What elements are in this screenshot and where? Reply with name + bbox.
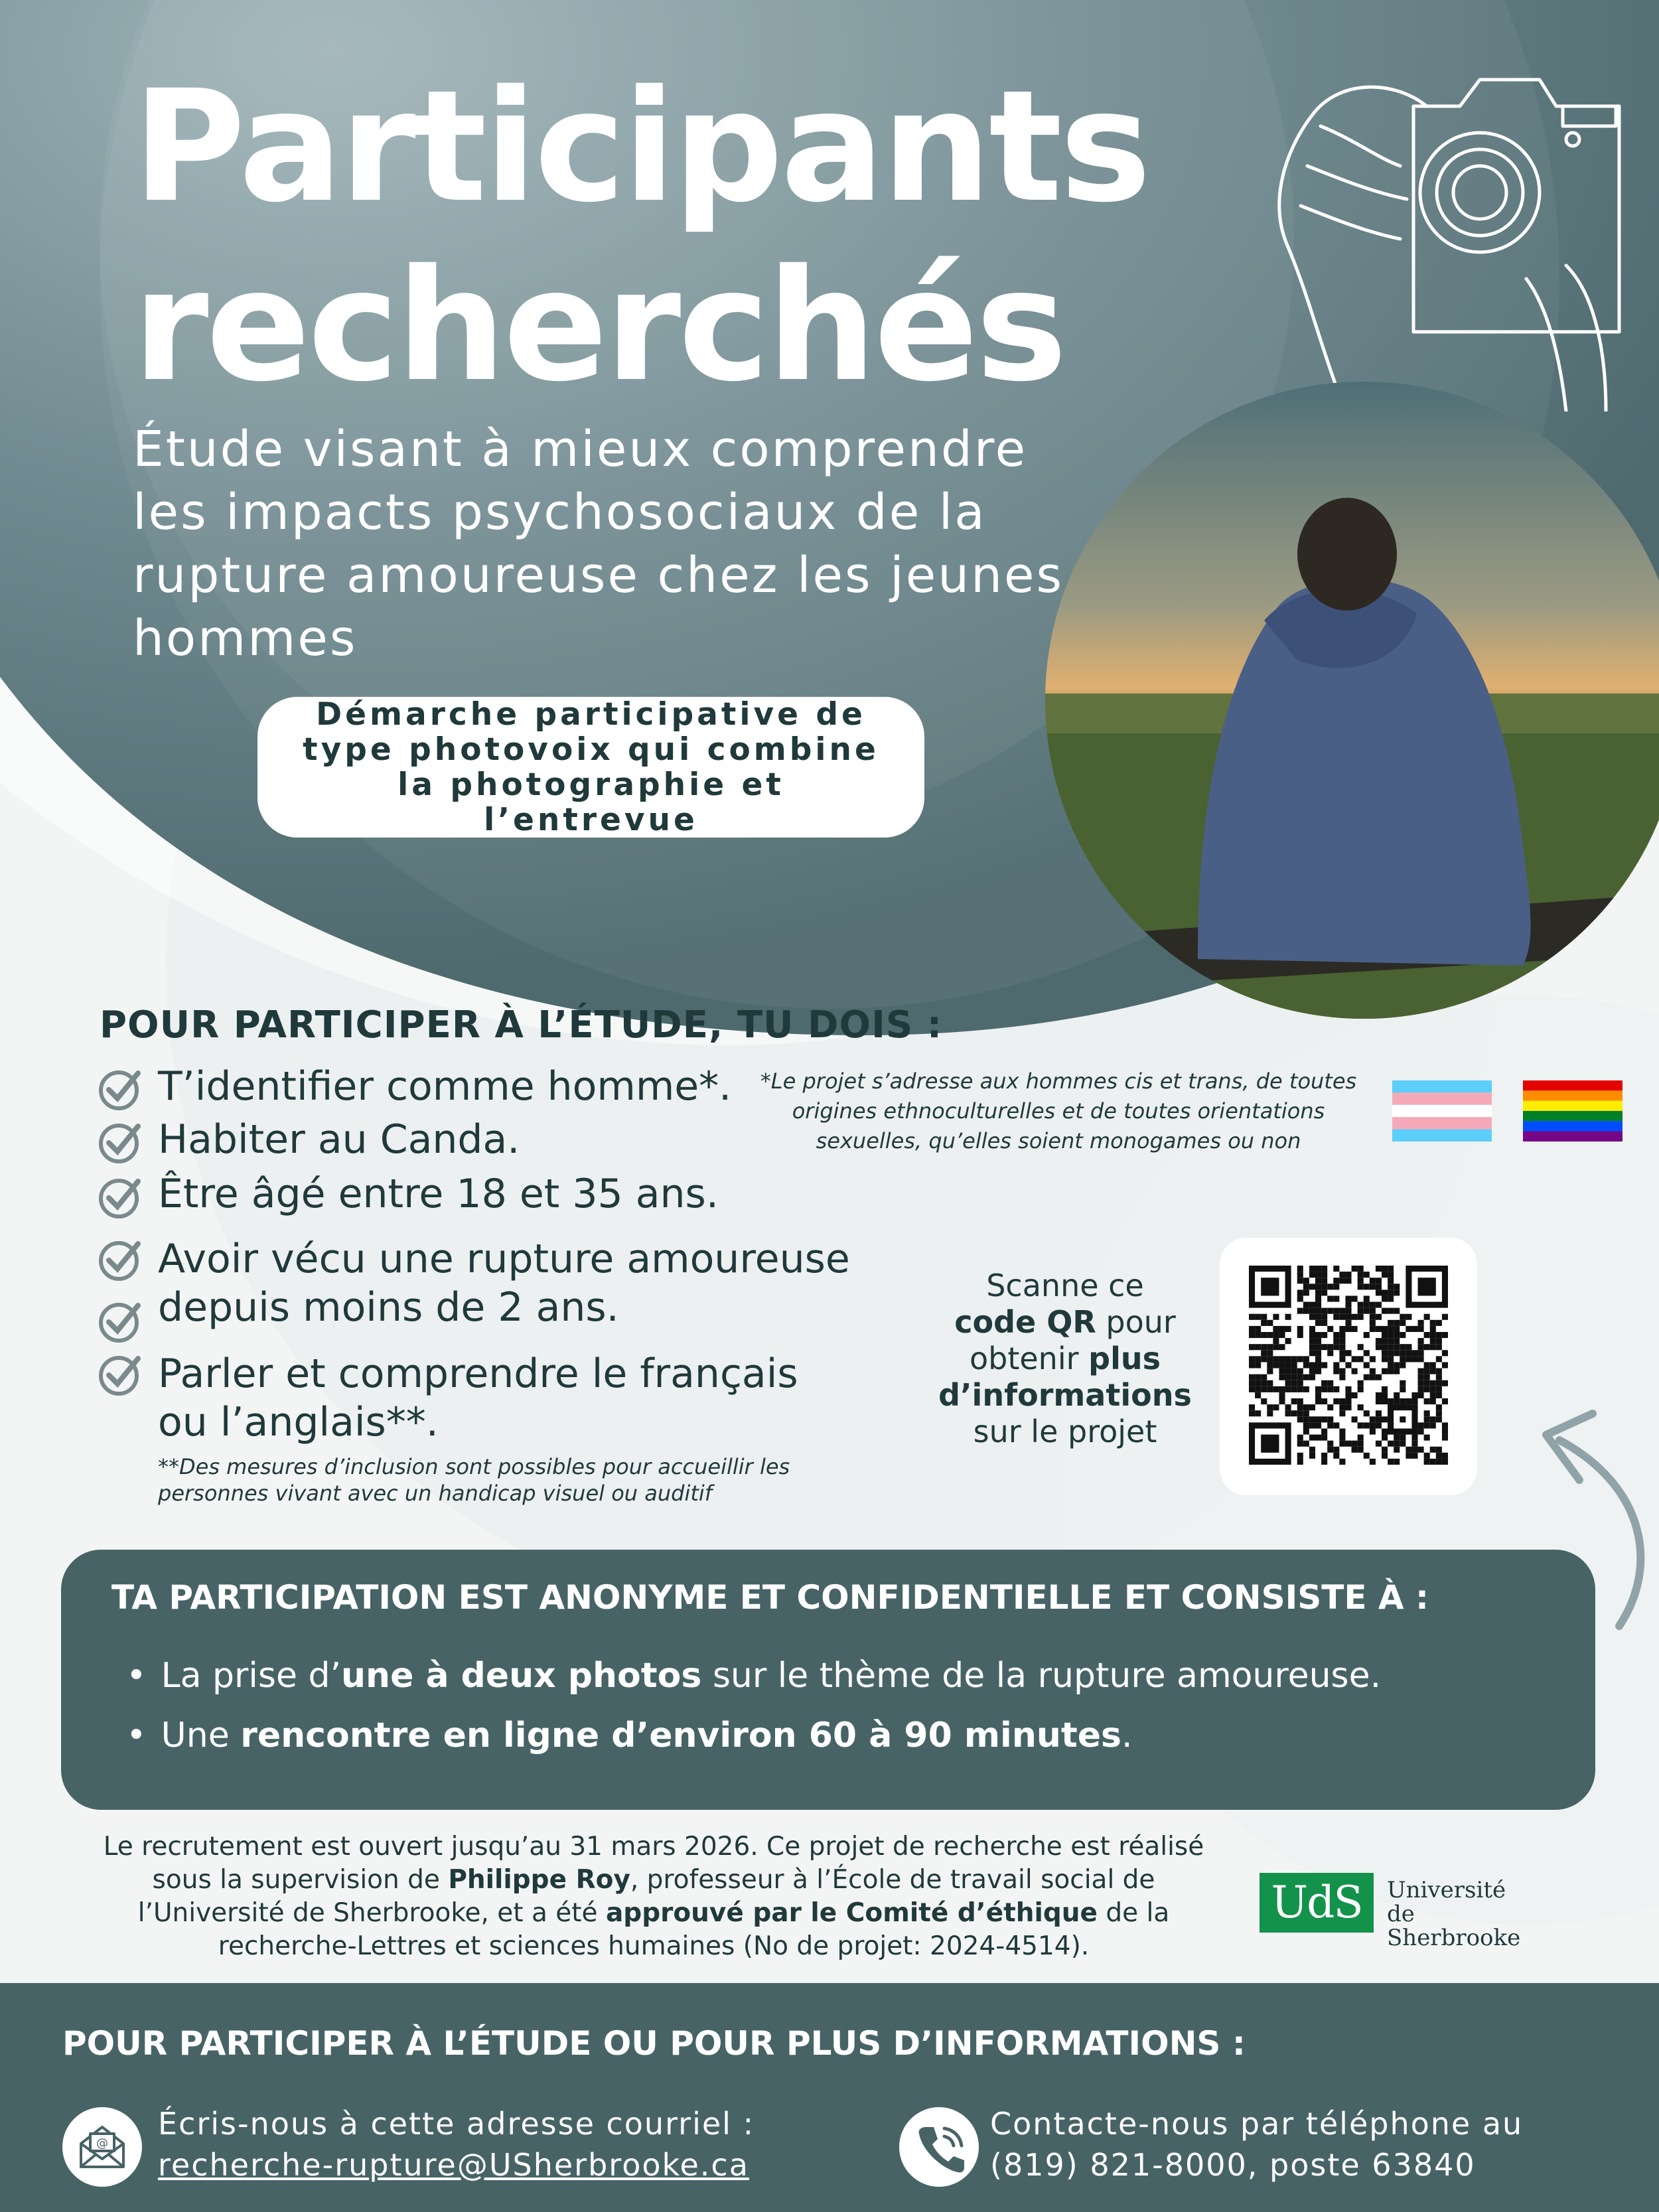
check-icon xyxy=(97,1297,143,1344)
req-item-residence: Habiter au Canda. xyxy=(158,1116,520,1163)
req-item-breakup-line1: Avoir vécu une rupture amoureuse xyxy=(158,1236,850,1282)
qr-line1: Scanne ce xyxy=(986,1268,1144,1303)
phone-label: Contacte-nous par téléphone au xyxy=(990,2106,1524,2142)
qr-line3-pre: obtenir xyxy=(970,1341,1089,1376)
footnote-star xyxy=(750,1067,1367,1156)
email-label: Écris-nous à cette adresse courriel : xyxy=(158,2106,755,2142)
qr-line2-bold: code QR xyxy=(954,1304,1096,1340)
footnote-double-star-line2: personnes vivant avec un handicap visuel ou auditif xyxy=(158,1481,713,1506)
bullet1-pre: La prise d’ xyxy=(161,1656,342,1696)
qr-code-card[interactable] xyxy=(1220,1238,1477,1495)
uds-logo-name xyxy=(1387,1878,1540,1950)
check-icon xyxy=(97,1065,143,1112)
qr-line4-bold: d’informations xyxy=(938,1377,1192,1413)
bullet2-bold: rencontre en ligne d’environ 60 à 90 minutes xyxy=(240,1716,1121,1755)
phone-icon-badge xyxy=(899,2107,979,2187)
bullet1-post: sur le thème de la rupture amoureuse. xyxy=(701,1656,1382,1696)
phone-number[interactable]: (819) 821-8000, poste 63840 xyxy=(990,2147,1476,2183)
req-item-language-line1: Parler et comprendre le français xyxy=(158,1351,798,1397)
check-icon xyxy=(97,1236,143,1282)
qr-line4 xyxy=(926,1377,1204,1414)
camera-hands-icon xyxy=(1261,66,1632,411)
phone-icon xyxy=(899,2107,979,2187)
email-link[interactable]: recherche-rupture@USherbrooke.ca xyxy=(158,2147,749,2183)
bullet2-post: . xyxy=(1121,1716,1133,1755)
bullet2-pre: Une xyxy=(161,1716,241,1755)
trans-flag xyxy=(1392,1080,1492,1142)
photo-circle xyxy=(1045,382,1659,1019)
info-supervisor: Philippe Roy xyxy=(448,1865,630,1895)
bullet1-bold: une à deux photos xyxy=(341,1656,702,1696)
participation-bullet-photos xyxy=(126,1656,1381,1696)
footnote-star-line2: origines ethnoculturelles et de toutes orientations xyxy=(792,1098,1325,1124)
qr-line2-rest: pour xyxy=(1096,1304,1176,1340)
requirements-heading: POUR PARTICIPER À L’ÉTUDE, TU DOIS : xyxy=(100,1003,943,1047)
pride-flag xyxy=(1523,1080,1623,1142)
title-line-2: recherchés xyxy=(133,236,1065,415)
req-item-language-line2: ou l’anglais**. xyxy=(158,1399,439,1445)
participation-heading: TA PARTICIPATION EST ANONYME ET CONFIDENTIELLE ET CONSISTE À : xyxy=(111,1578,1429,1617)
qr-code[interactable] xyxy=(1249,1266,1448,1465)
uds-logo xyxy=(1260,1873,1532,1951)
qr-line3-bold: plus xyxy=(1088,1341,1161,1376)
sad-man-photo xyxy=(1045,382,1659,1019)
qr-instructions xyxy=(926,1268,1204,1450)
qr-line5: sur le projet xyxy=(973,1414,1157,1449)
mail-icon-badge xyxy=(62,2107,142,2187)
footnote-double-star-line1: **Des mesures d’inclusion sont possibles pour accueillir les xyxy=(158,1454,790,1479)
title-line-1: Participants xyxy=(133,57,1149,236)
info-part1: Le recrutement est ouvert jusqu’au 31 mars 2026. Ce projet de recherche est réalisé sous la supervision de xyxy=(103,1832,1204,1895)
uds-name-line1: Université de xyxy=(1387,1877,1506,1927)
qr-line3 xyxy=(926,1341,1204,1377)
footnote-double-star xyxy=(158,1453,790,1507)
footnote-star-line3: sexuelles, qu’elles soient monogames ou non xyxy=(816,1128,1301,1153)
info-ethics: approuvé par le Comité d’éthique xyxy=(605,1898,1098,1928)
check-icon xyxy=(97,1351,143,1397)
mail-icon xyxy=(62,2107,142,2187)
uds-name-line2: Sherbrooke xyxy=(1387,1925,1521,1951)
check-icon xyxy=(97,1173,143,1220)
req-item-age: Être âgé entre 18 et 35 ans. xyxy=(158,1171,719,1217)
subtitle: Étude visant à mieux comprendre les impacts psychosociaux de la rupture amoureuse chez les jeunes hommes xyxy=(133,421,1064,667)
method-pill-text: Démarche participative de type photovoix qui combine la photographie et l’entrevue xyxy=(303,696,879,838)
study-info-paragraph xyxy=(90,1830,1218,1963)
contact-heading: POUR PARTICIPER À L’ÉTUDE OU POUR PLUS D’INFORMATIONS : xyxy=(62,2024,1246,2063)
info-part5: de la recherche-Lettres et sciences humaines (No de projet: 2024-4514). xyxy=(218,1898,1170,1961)
participation-bullet-meeting xyxy=(126,1716,1133,1755)
method-pill xyxy=(257,697,924,838)
check-icon xyxy=(97,1118,143,1165)
footnote-star-line1: *Le projet s’adresse aux hommes cis et trans, de toutes xyxy=(760,1069,1357,1094)
uds-logo-mark: UdS xyxy=(1260,1873,1374,1933)
qr-line2 xyxy=(926,1304,1204,1341)
svg-text:@: @ xyxy=(96,2136,108,2150)
req-item-identify: T’identifier comme homme*. xyxy=(158,1063,732,1110)
req-item-breakup-line2: depuis moins de 2 ans. xyxy=(158,1284,619,1331)
info-part3: , professeur à l’École de travail social de l’Université de Sherbrooke, et a été xyxy=(137,1865,1155,1928)
